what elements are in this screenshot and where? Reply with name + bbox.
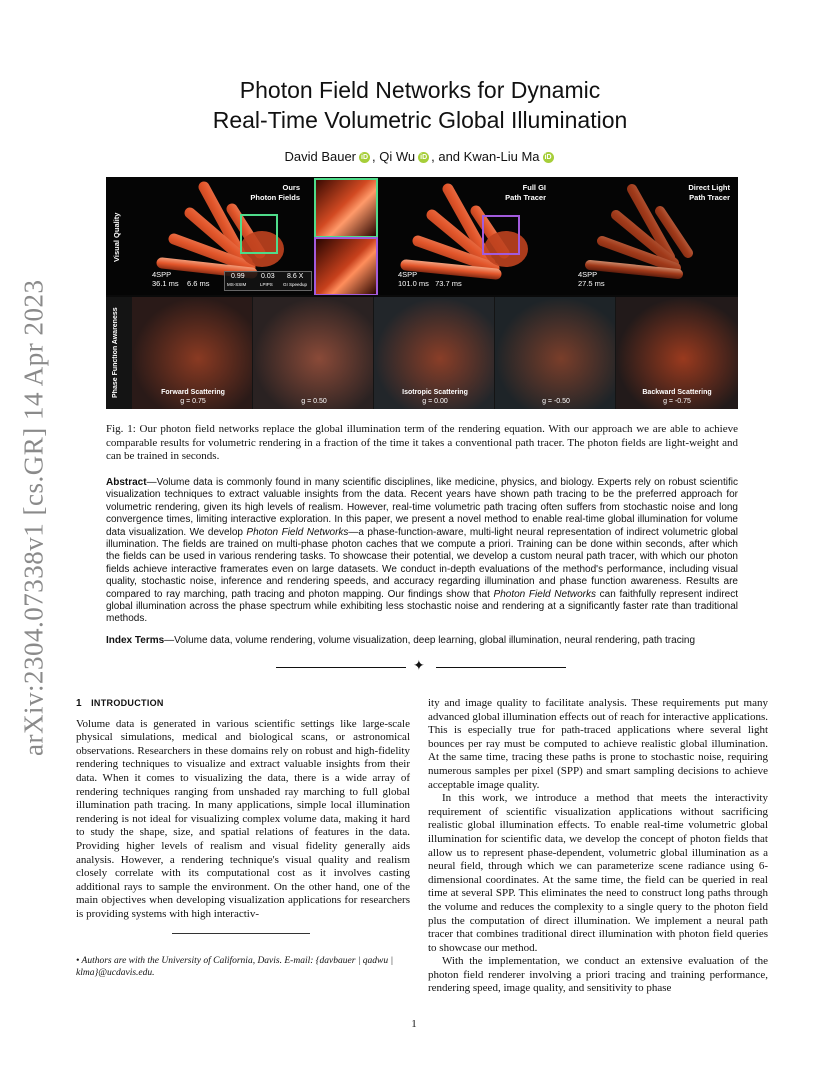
arxiv-watermark: arXiv:2304.07338v1 [cs.GR] 14 Apr 2023 — [18, 279, 49, 757]
phase-label-4 — [495, 397, 615, 406]
phase-panel-3 — [374, 297, 494, 409]
metric-lpips-value: 0.03 — [261, 273, 275, 280]
author-name: , and Kwan-Liu Ma — [431, 149, 540, 164]
abstract-emphasis: Photon Field Networks — [493, 588, 596, 600]
orcid-icon[interactable]: iD — [420, 154, 428, 162]
directlight-subtitle: Path Tracer — [689, 193, 730, 202]
abstract-emphasis: Photon Field Networks — [246, 526, 349, 538]
ours-title: Ours — [282, 183, 300, 192]
fullgi-subtitle: Path Tracer — [505, 193, 546, 202]
phase-panel-4 — [495, 297, 615, 409]
inset-pathtracer-zoom — [314, 237, 378, 295]
footnote-rule — [172, 933, 310, 934]
directlight-render — [558, 177, 738, 295]
directlight-label — [688, 183, 730, 203]
fullgi-times — [398, 279, 462, 288]
abstract-text: —a phase-function-aware, multi-light neural representation of indirect volumetric global illumination. The fields are trained on multi-phase photon caches that we compute a priori. Training can be done within seconds, after which the fields can be used in various rendering tasks. To showcase their potential, we develop a custom neural path tracer, with which our photon fields achieve interactive framerates even on large datasets. We conduct in-depth evaluations of the method's performance, including visual quality, stochastic noise, inference and rendering speeds, and accuracy regarding illumination and phase function awareness. Results are compared to ray marching, path tracing and photon mapping. Our findings show that — [106, 526, 738, 600]
abstract-text: can faithfully represent indirect global illumination across the phase spectrum while exhibiting less stochastic noise and rendering at a significantly faster rate than traditional methods. — [106, 588, 738, 625]
metric-ssim-value: 0.99 — [231, 273, 245, 280]
section-title: INTRODUCTION — [91, 698, 164, 708]
row-label-phase-function: Phase Function Awareness — [112, 307, 119, 399]
title-line-1: Photon Field Networks for Dynamic — [239, 77, 601, 103]
phase-g-value: g = 0.00 — [422, 398, 448, 405]
ours-times — [152, 279, 210, 288]
directlight-time: 27.5 ms — [578, 279, 605, 288]
row-label-visual-quality: Visual Quality — [112, 212, 121, 262]
orcid-icon[interactable]: iD — [544, 154, 552, 162]
divider-line — [436, 667, 566, 668]
paragraph: With the implementation, we conduct an extensive evaluation of the photon field renderer involving a priori tracing and training performance, rendering speed, image quality, and sensitivity to phase — [428, 955, 768, 995]
metric-lpips-label: LPIPS — [260, 282, 273, 287]
paragraph: ity and image quality to facilitate analysis. These requirements put many advanced global illumination effects out of reach for interactive applications. This is especially true for path-traced applications where several light bounces per ray must be computed to achieve realistic global illumination. At the same time, tracing these paths is prone to stochastic noise, requiring numerous samples per pixel (SPP) and smart sampling decisions to achieve acceptable image quality. — [428, 697, 768, 791]
phase-panel-2 — [253, 297, 373, 409]
directlight-stats — [578, 270, 605, 288]
phase-name: Backward Scattering — [642, 389, 712, 396]
ours-label — [250, 183, 300, 203]
fullgi-time-gi: 73.7 ms — [435, 279, 462, 288]
phase-label-1 — [132, 388, 252, 406]
author-list — [150, 149, 690, 164]
fullgi-spp: 4SPP — [398, 270, 418, 279]
index-terms-label: Index Terms — [106, 635, 165, 646]
phase-label-3 — [374, 388, 494, 406]
fullgi-render — [378, 177, 554, 295]
phase-name: Forward Scattering — [161, 389, 225, 396]
left-column — [76, 697, 410, 922]
metric-speedup-value: 8.6 X — [287, 273, 304, 280]
phase-g-value: g = -0.75 — [663, 398, 691, 405]
fullgi-stats — [398, 270, 462, 288]
directlight-spp: 4SPP — [578, 270, 598, 279]
title-line-2: Real-Time Volumetric Global Illumination — [212, 107, 628, 133]
paper-title — [150, 75, 690, 135]
orcid-icon[interactable]: iD — [361, 154, 369, 162]
directlight-title: Direct Light — [688, 183, 730, 192]
phase-g-value: g = -0.50 — [542, 398, 570, 405]
teaser-figure — [106, 177, 738, 409]
metrics-box — [224, 271, 312, 291]
footnote: • Authors are with the University of California, Davis. E-mail: {davbauer | qadwu | klma}@ucdavis.edu. — [76, 956, 394, 978]
abstract-label: Abstract — [106, 477, 147, 488]
index-terms — [106, 635, 738, 647]
phase-function-row — [106, 297, 738, 409]
author-name: , Qi Wu — [372, 149, 416, 164]
index-terms-text: —Volume data, volume rendering, volume visualization, deep learning, global illumination, neural rendering, path tracing — [164, 635, 696, 646]
phase-g-value: g = 0.75 — [180, 398, 206, 405]
fullgi-time-total: 101.0 ms — [398, 279, 429, 288]
abstract-text: —Volume data is commonly found in many scientific disciplines, like medicine, physics, and biology. Experts rely on robust scientific visualization techniques to extract valuable insights from the data. Recent years have shown path tracing to be the preferred approach for volumetric rendering, given its high levels of realism. However, real-time volumetric path tracing often suffers from stochastic noise and long convergence times, limiting interactive exploration. In this paper, we present a novel method to enable real-time global illumination for volume data visualization. We develop — [106, 477, 738, 538]
divider-diamond-icon: ✦ — [413, 659, 425, 674]
fullgi-title: Full GI — [522, 183, 546, 192]
author-name: David Bauer — [284, 149, 357, 164]
ours-render — [132, 177, 312, 295]
fullgi-label — [505, 183, 546, 203]
phase-panel-5 — [616, 297, 738, 409]
paragraph: In this work, we introduce a method that meets the interactivity requirement of scientific visualization applications without sacrificing realistic global illumination effects. To enable real-time volumetric global illumination for scientific data, we develop the concept of photon fields that allow us to represent phase-dependent, volumetric global illumination as a neural field, through which we can parameterize scene radiance using 6-dimensional coordinates. At the same time, the field can be queried in real time at several SPP. This eliminates the need to construct long paths through the volume and reduces the complexity to a single query to the photon field plus the computation of direct illumination. We implement a neural path tracer that combines traditional direct illumination with photon field queries to showcase our method. — [428, 792, 768, 954]
figure-caption: Fig. 1: Our photon field networks replace the global illumination term of the rendering equation. With our approach we are able to achieve comparable results for volumetric rendering in a fraction of the time it takes a conventional path tracer. The photon fields are light-weight and can be trained in seconds. — [106, 423, 738, 462]
visual-quality-row — [106, 177, 738, 295]
section-number: 1 — [76, 698, 82, 709]
ours-spp: 4SPP — [152, 270, 172, 279]
inset-ours-zoom — [314, 178, 378, 238]
metric-ssim-label: MS-SSIM — [227, 282, 247, 287]
ours-subtitle: Photon Fields — [250, 193, 300, 202]
phase-label-2 — [253, 397, 373, 406]
right-column — [428, 697, 768, 996]
abstract — [106, 477, 738, 626]
inset-box-purple — [482, 215, 520, 255]
inset-box-green — [240, 214, 278, 254]
page-number: 1 — [411, 1018, 417, 1030]
divider-line — [276, 667, 406, 668]
ours-time-total: 36.1 ms — [152, 279, 179, 288]
metric-speedup-label: GI Speedup — [283, 282, 308, 287]
section-heading — [76, 697, 410, 711]
phase-label-5 — [616, 388, 738, 406]
paragraph: Volume data is generated in various scientific settings like large-scale physical simulations, medical and biological scans, or astronomical observations. Researchers in these domains rely on robust and high-fidelity rendering techniques to visualize and extract valuable insights from their data. When it comes to visualizing the data, there is a wide array of rendering techniques ranging from unshaded ray marching to full global illumination path tracing. In many applications, simple local illumination rendering is not ideal for visualizing complex volume data, making it hard to study the shape, size, and spatial relations of features in the data. Providing higher levels of realism and visual fidelity generally aids analysis. However, a rendering technique's visual quality and realism closely correlate with its computational cost as it involves casting additional rays to sample the environment. On the other hand, one of the main objectives when developing visualization applications for researchers is providing systems with high interactiv- — [76, 717, 410, 920]
phase-g-value: g = 0.50 — [301, 398, 327, 405]
ours-time-gi: 6.6 ms — [187, 279, 210, 288]
phase-panels — [132, 297, 738, 409]
phase-name: Isotropic Scattering — [402, 389, 468, 396]
section-divider — [276, 659, 566, 674]
ours-stats — [152, 270, 210, 288]
phase-panel-1 — [132, 297, 252, 409]
